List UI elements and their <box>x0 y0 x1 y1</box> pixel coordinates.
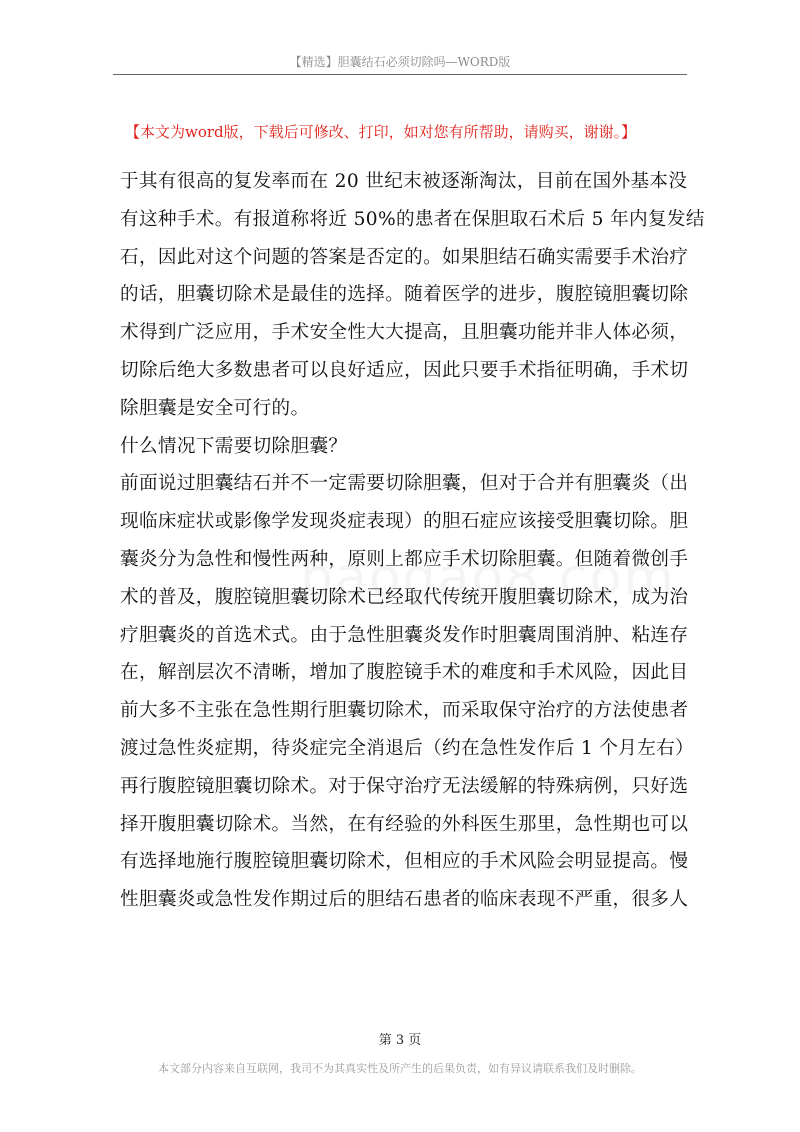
body-line: 的话，胆囊切除术是最佳的选择。随着医学的进步，腹腔镜胆囊切除 <box>120 284 689 306</box>
body-line: 术的普及，腹腔镜胆囊切除术已经取代传统开腹胆囊切除术，成为治 <box>120 586 689 608</box>
body-line: 在，解剖层次不清晰，增加了腹腔镜手术的难度和手术风险，因此目 <box>120 662 689 684</box>
body-line: 切除后绝大多数患者可以良好适应，因此只要手术指征明确，手术切 <box>120 359 689 381</box>
footer-disclaimer: 本文部分内容来自互联网，我司不为其真实性及所产生的后果负责，如有异议请联系我们及时删除。 <box>158 1062 642 1075</box>
body-line: 前大多不主张在急性期行胆囊切除术，而采取保守治疗的方法使患者 <box>120 700 689 722</box>
body-line: 前面说过胆囊结石并不一定需要切除胆囊，但对于合并有胆囊炎（出 <box>120 473 689 495</box>
body-line: 渡过急性炎症期，待炎症完全消退后（约在急性发作后 1 个月左右） <box>120 737 695 759</box>
body-line: 术得到广泛应用，手术安全性大大提高，且胆囊功能并非人体必须， <box>120 322 689 344</box>
body-line: 有这种手术。有报道称将近 50%的患者在保胆取石术后 5 年内复发结 <box>120 208 705 230</box>
body-line: 现临床症状或影像学发现炎症表现）的胆石症应该接受胆囊切除。胆 <box>120 511 689 533</box>
body-line: 石，因此对这个问题的答案是否定的。如果胆结石确实需要手术治疗 <box>120 246 689 268</box>
section-heading: 什么情况下需要切除胆囊？ <box>120 435 348 457</box>
body-line: 疗胆囊炎的首选术式。由于急性胆囊炎发作时胆囊周围消肿、粘连存 <box>120 624 689 646</box>
body-line: 性胆囊炎或急性发作期过后的胆结石患者的临床表现不严重，很多人 <box>120 889 689 911</box>
body-line: 再行腹腔镜胆囊切除术。对于保守治疗无法缓解的特殊病例，只好选 <box>120 775 689 797</box>
page-number: 第 3 页 <box>378 1033 422 1048</box>
body-line: 除胆囊是安全可行的。 <box>120 397 310 419</box>
body-line: 有选择地施行腹腔镜胆囊切除术，但相应的手术风险会明显提高。慢 <box>120 851 689 873</box>
body-line: 囊炎分为急性和慢性两种，原则上都应手术切除胆囊。但随着微创手 <box>120 548 689 570</box>
body-text <box>120 163 705 919</box>
body-line: 于其有很高的复发率而在 20 世纪末被逐渐淘汰，目前在国外基本没 <box>120 171 688 192</box>
body-line: 择开腹胆囊切除术。当然，在有经验的外科医生那里，急性期也可以 <box>120 813 689 835</box>
header-divider <box>113 74 687 75</box>
download-notice: 【本文为word版，下载后可修改、打印，如对您有所帮助，请购买，谢谢。】 <box>125 123 637 141</box>
running-header: 【精选】胆囊结石必须切除吗—WORD版 <box>289 55 511 69</box>
